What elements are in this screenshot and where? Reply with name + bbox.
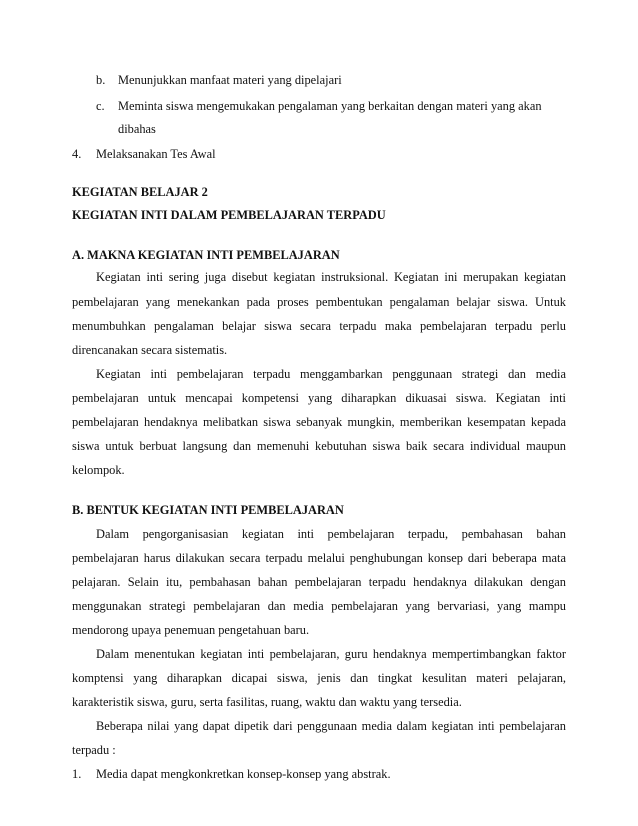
paragraph-line: pembelajaran yang menekankan pada proses pembentukan pengalaman belajar siswa. Untuk [72,295,566,309]
section-a-heading: A. MAKNA KEGIATAN INTI PEMBELAJARAN [72,248,340,262]
list-text: Menunjukkan manfaat materi yang dipelajari [118,73,342,87]
list-item-c [96,98,566,114]
paragraph-line: Kegiatan inti pembelajaran terpadu menggambarkan penggunaan strategi dan media [96,367,566,381]
list-marker: 4. [72,147,82,161]
list-item-c-cont: dibahas [118,122,156,136]
list-item-1 [72,766,391,782]
paragraph-line: kelompok. [72,463,125,477]
chapter-label: KEGIATAN BELAJAR 2 [72,185,208,199]
paragraph-line: karakteristik siswa, guru, serta fasilitas, ruang, waktu dan waktu yang tersedia. [72,695,462,709]
paragraph-line: pembelajaran untuk mencapai kompetensi yang diharapkan dikuasai siswa. Kegiatan inti [72,391,566,405]
list-marker: c. [96,99,105,113]
paragraph-line: pelajaran. Selain itu, pembahasan bahan pembelajaran terpadu hendaknya dilakukan dengan [72,575,566,589]
paragraph-line: mendorong upaya penemuan pengetahuan baru. [72,623,310,637]
paragraph-line: komptensi yang diharapkan dicapai siswa, jenis dan tingkat kesulitan materi pelajaran, [72,671,566,685]
paragraph-line: Dalam pengorganisasian kegiatan inti pembelajaran terpadu, pembahasan bahan [96,527,566,541]
paragraph-line: Dalam menentukan kegiatan inti pembelajaran, guru hendaknya mempertimbangkan faktor [96,647,566,661]
paragraph-line: pembelajaran hendaknya melibatkan siswa sebanyak mungkin, memberikan kesempatan kepada [72,415,566,429]
list-item-b [96,72,342,88]
chapter-title: KEGIATAN INTI DALAM PEMBELAJARAN TERPADU [72,208,386,222]
list-text: Media dapat mengkonkretkan konsep-konsep yang abstrak. [96,767,391,781]
paragraph-line: menggunakan strategi pembelajaran dan media pembelajaran yang bervariasi, yang mampu [72,599,566,613]
paragraph-line: Beberapa nilai yang dapat dipetik dari penggunaan media dalam kegiatan inti pembelajaran [96,719,566,733]
list-text: Meminta siswa mengemukakan pengalaman yang berkaitan dengan materi yang akan [118,99,542,113]
list-text: Melaksanakan Tes Awal [96,147,216,161]
paragraph-line: menumbuhkan pengalaman belajar siswa secara terpadu maka pembelajaran terpadu perlu [72,319,566,333]
paragraph-line: pembelajaran harus dilakukan secara terpadu melalui penghubungan konsep dari beberapa mata [72,551,566,565]
list-marker: 1. [72,767,82,781]
list-marker: b. [96,73,106,87]
list-item-4 [72,146,216,162]
paragraph-line: direncanakan secara sistematis. [72,343,228,357]
section-b-heading: B. BENTUK KEGIATAN INTI PEMBELAJARAN [72,503,344,517]
paragraph-line: terpadu : [72,743,116,757]
paragraph-line: Kegiatan inti sering juga disebut kegiatan instruksional. Kegiatan ini merupakan kegiatan [96,270,566,284]
paragraph-line: siswa untuk berbuat langsung dan memenuhi kebutuhan siswa baik secara individual maupun [72,439,566,453]
